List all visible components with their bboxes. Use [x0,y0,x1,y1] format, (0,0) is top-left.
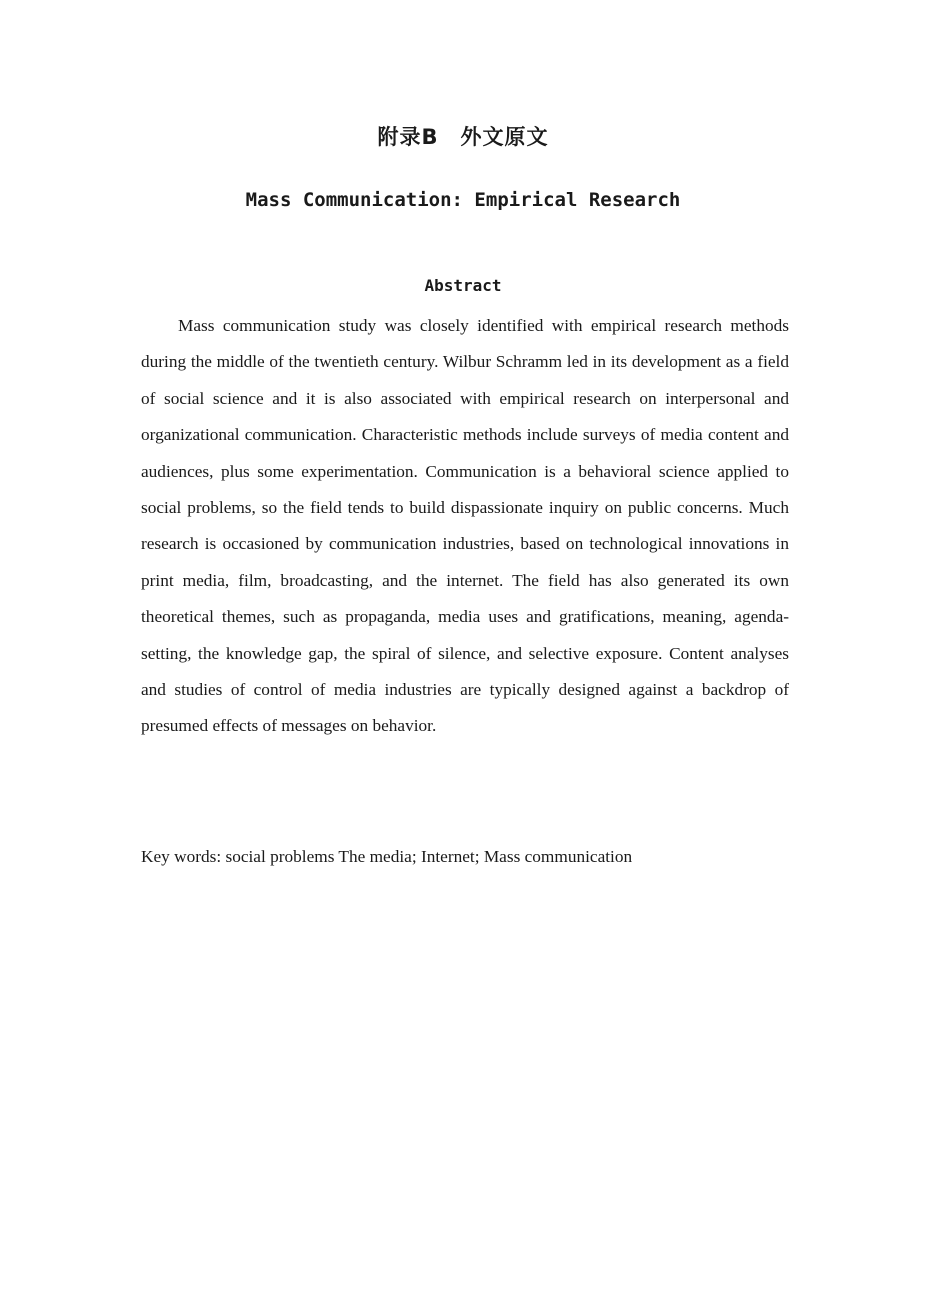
paper-title: Mass Communication: Empirical Research [245,189,681,211]
keywords-line: Key words: social problems The media; Internet; Mass communication [141,847,633,866]
abstract-heading: Abstract [424,276,502,295]
abstract-paragraph: Mass communication study was closely identified with empirical research methods during the middle of the twentieth century. Wilbur Schramm led in its development as a field of social science and it is also associated with empirical research on interpersonal and organizational communication. Characteristic methods include surveys of media content and audiences, plus some experimentation. Communication is a behavioral science applied to social problems, so the field tends to build dispassionate inquiry on public concerns. Much research is occasioned by communication industries, based on technological innovations in print media, film, broadcasting, and the internet. The field has also generated its own theoretical themes, such as propaganda, media uses and gratifications, meaning, agenda-setting, the knowledge gap, the spiral of silence, and selective exposure. Content analyses and studies of control of media industries are typically designed against a backdrop of presumed effects of messages on behavior. [141,316,789,736]
appendix-title: 附录B 外文原文 [377,125,549,149]
